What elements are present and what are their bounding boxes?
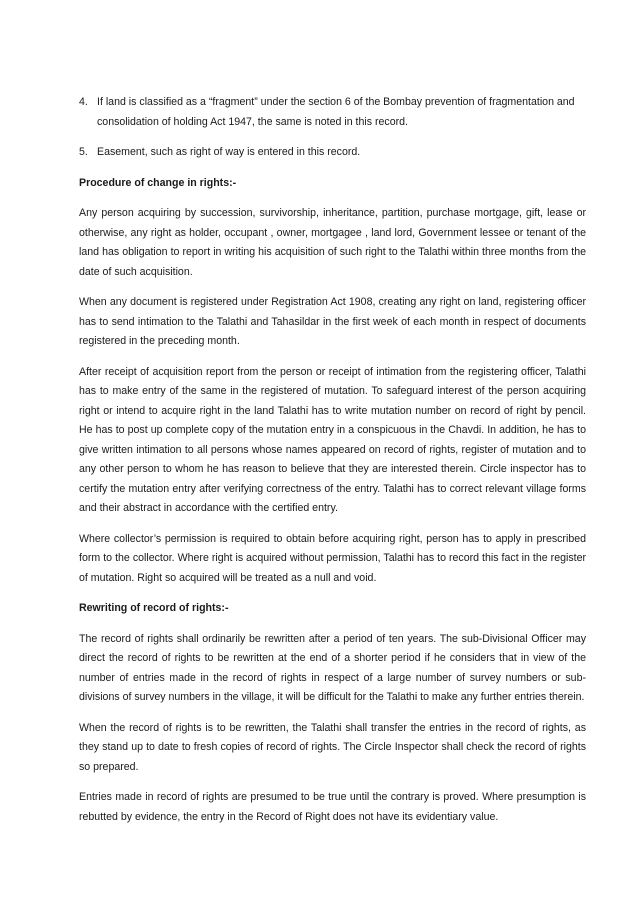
list-item-number: 4. — [79, 96, 88, 108]
paragraph: When the record of rights is to be rewritten, the Talathi shall transfer the entries in the record of rights, as they stand up to date to fresh copies of record of rights. The Circle Inspector shall check the record of rights so prepared. — [79, 721, 586, 773]
paragraph: After receipt of acquisition report from the person or receipt of intimation from the registering officer, Talathi has to make entry of the same in the registered of mutation. To safeguard interest of the person acquiring right or intend to acquire right in the land Talathi has to write mutation number on record of right by pencil. He has to post up complete copy of the mutation entry in a conspicuous in the Chavdi. In addition, he has to give written intimation to all persons whose names appeared on record of rights, register of mutation and to any other person to whom he has reason to believe that they are interested therein. Circle inspector has to certify the mutation entry after verifying correctness of the entry. Talathi has to correct relevant village forms and their abstract in accordance with the certified entry. — [79, 365, 586, 514]
list-item-number: 5. — [79, 146, 88, 158]
paragraph: Entries made in record of rights are presumed to be true until the contrary is proved. Where presumption is rebutted by evidence, the entry in the Record of Right does not have its evidentiary value. — [79, 791, 586, 823]
list-item — [79, 93, 586, 132]
paragraph: Any person acquiring by succession, survivorship, inheritance, partition, purchase mortgage, gift, lease or otherwise, any right as holder, occupant , owner, mortgagee , land lord, Government lessee or tenant of the land has obligation to report in writing his acquisition of such right to the Talathi within three months from the date of such acquisition. — [79, 207, 586, 278]
section-heading-rewriting: Rewriting of record of rights:- — [79, 602, 229, 614]
paragraph: Where collector’s permission is required to obtain before acquiring right, person has to apply in prescribed form to the collector. Where right is acquired without permission, Talathi has to record this fact in the register of mutation. Right so acquired will be treated as a null and void. — [79, 532, 586, 584]
list-item-text: Easement, such as right of way is entered in this record. — [97, 146, 361, 158]
section-heading-procedure: Procedure of change in rights:- — [79, 176, 237, 189]
paragraph: The record of rights shall ordinarily be rewritten after a period of ten years. The sub-Divisional Officer may direct the record of rights to be rewritten at the end of a shorter period if he considers that in view of the number of entries made in the record of rights in respect of a large number of survey numbers or sub-divisions of survey numbers in the village, it will be difficult for the Talathi to make any further entries therein. — [79, 632, 586, 703]
list-item — [79, 143, 586, 163]
list-item-text: If land is classified as a “fragment” under the section 6 of the Bombay prevention of fragmentation and consolidation of holding Act 1947, the same is noted in this record. — [97, 96, 575, 128]
paragraph: When any document is registered under Registration Act 1908, creating any right on land, registering officer has to send intimation to the Talathi and Tahasildar in the first week of each month in respect of documents registered in the preceding month. — [79, 296, 586, 347]
